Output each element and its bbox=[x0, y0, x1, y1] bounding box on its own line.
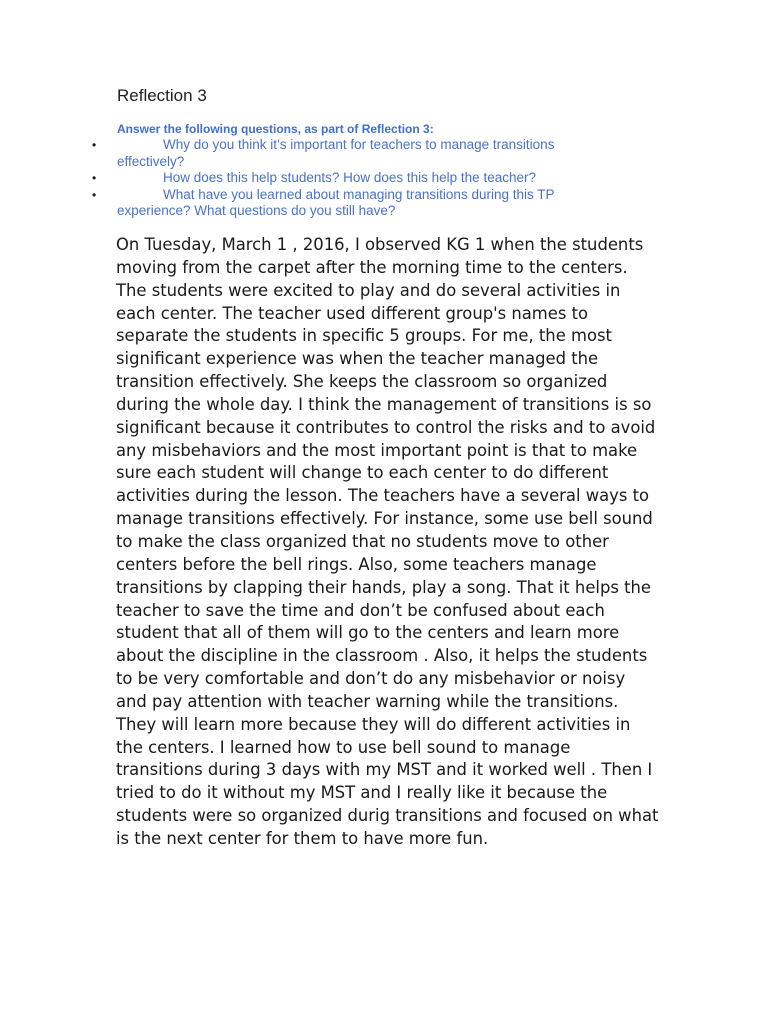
question-item bbox=[0, 187, 617, 220]
questions-heading: Answer the following questions, as part of Reflection 3: bbox=[117, 122, 434, 136]
document-title: Reflection 3 bbox=[117, 86, 207, 105]
question-item bbox=[0, 170, 617, 187]
question-text: Why do you think it’s important for teachers to manage transitions effectively? bbox=[117, 137, 555, 169]
question-item bbox=[0, 137, 617, 170]
bullet-icon: • bbox=[92, 171, 97, 185]
question-text: How does this help students? How does this help the teacher? bbox=[163, 170, 536, 185]
bullet-icon: • bbox=[92, 187, 97, 202]
question-text: What have you learned about managing transitions during this TP experience? What questions do you still have? bbox=[117, 186, 555, 218]
bullet-icon: • bbox=[92, 138, 97, 152]
questions-list bbox=[0, 137, 768, 220]
reflection-body: On Tuesday, March 1 , 2016, I observed KG 1 when the students moving from the carpet after the morning time to the centers. The students were excited to play and do several activities in each center. The teacher used different group's names to separate the students in specific 5 groups. For me, the most significant experience was when the teacher managed the transition effectively. She keeps the classroom so organized during the whole day. I think the management of transitions is so significant because it contributes to control the risks and to avoid any misbehaviors and the most important point is that to make sure each student will change to each center to do different activities during the lesson. The teachers have a several ways to manage transitions effectively. For instance, some use bell sound to make the class organized that no students move to other centers before the bell rings. Also, some teachers manage transitions by clapping their hands, play a song. That it helps the teacher to save the time and don’t be confused about each student that all of them will go to the centers and learn more about the discipline in the classroom . Also, it helps the students to be very comfortable and don’t do any misbehavior or noisy and pay attention with teacher warning while the transitions. They will learn more because they will do different activities in the centers. I learned how to use bell sound to manage transitions during 3 days with my MST and it worked well . Then I tried to do it without my MST and I really like it because the students were so organized durig transitions and focused on what is the next center for them to have more fun. bbox=[116, 235, 659, 848]
